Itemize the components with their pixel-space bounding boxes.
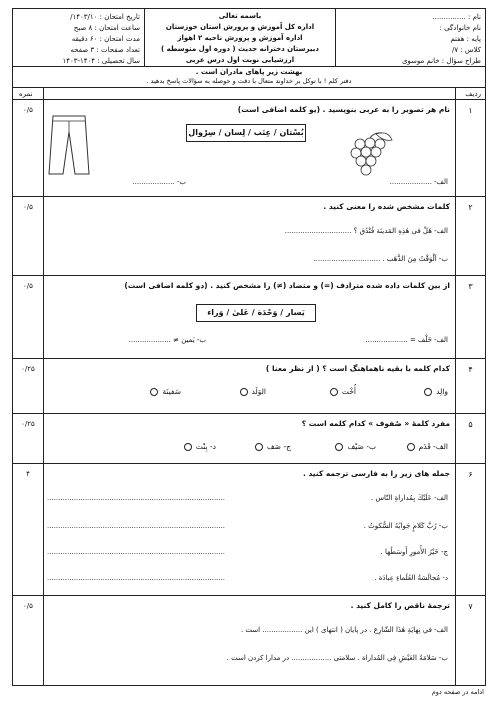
school-name: دبیرستان دخترانه حدیث ( دوره اول متوسطه ) [161,45,319,53]
class: کلاس : ۷/ [452,46,481,54]
basmala: باسمه تعالی [218,12,262,20]
exam-duration: مدت امتحان : ۶۰ دقیقه [71,35,140,43]
exam-date: تاریخ امتحان : ۱۴۰۳/۱۰/ [70,13,140,21]
student-name: نام : ............... [432,13,481,21]
question-number: ۴ [468,365,473,374]
option-3[interactable] [240,387,266,396]
answer-line[interactable]: ................................................................................ [47,494,226,502]
radio-circle-icon[interactable] [335,443,343,451]
question-2 [13,197,485,276]
sentence-a: الف- في نِهايَةِ هٰذَا الشّارِع . در پایان ( انتهای ) این .................. است . [240,626,448,634]
sentence-b: ب- اَلْوَقْتُ مِنَ الذَّهَب . .............................. [313,255,448,263]
option-2[interactable] [335,442,376,451]
exam-time: ساعت امتحان : ۸ صبح [73,24,140,32]
radio-circle-icon[interactable] [184,443,192,451]
question-score: ۰/۵ [23,203,33,211]
question-number: ۶ [468,470,473,479]
student-family-name: نام خانوادگی : [439,24,481,32]
radio-circle-icon[interactable] [330,388,338,396]
question-score: ۰/۵ [23,106,33,114]
question-title: ترجمهٔ ناقص را کامل کنید . [350,601,450,610]
answer-line[interactable]: ................................................................................ [47,574,226,582]
question-score: ۴ [26,470,30,478]
option-label: ج- صَف [266,442,291,451]
score-header: نمره [19,90,33,98]
answer-a: الف- خَلْف = ................... [365,336,448,344]
answer-line[interactable]: ................................................................................ [47,548,226,556]
sentence-d: د- مُجالَسَةُ العُلَماءِ عِبادَة . [374,574,448,582]
row-header: ردیف [465,90,481,98]
option-label: والِد [436,387,448,396]
question-score: ۰/۵ [23,602,33,610]
option-label: د- بِنْت [195,442,216,451]
trousers-icon [47,114,91,176]
school-year: سال تحصیلی : ۱۴۰۴-۱۴۰۳ [62,57,140,65]
option-label: أُخْت [341,387,356,396]
question-5 [13,414,485,464]
question-title: نام هر تصویر را به عربی بنویسید . (یو کلمه اضافی است) [237,105,450,114]
radio-circle-icon[interactable] [407,443,415,451]
footer-note: ادامه در صفحه دوم [431,688,484,696]
office-name: اداره کل آموزش و پرورش استان خوزستان [165,23,315,31]
exam-header [13,9,485,67]
question-7 [13,596,485,686]
question-score: ۰/۲۵ [21,365,35,373]
question-4 [13,359,485,414]
grade: پایه : هفتم [450,35,481,43]
sentence-a: الف- هَلْ فی هٰذِهِ المَدينَة فُنْدُق ؟ .............................. [284,227,448,235]
exam-banner [13,67,485,88]
banner-instruction: دفتر کلم ! با توکل بر خداوند متعال با دقت و حوصله به سؤالات پاسخ بدهید . [146,77,352,85]
radio-circle-icon[interactable] [424,388,432,396]
answer-b: ب- ................... [132,178,186,186]
question-score: ۰/۵ [23,282,33,290]
option-1[interactable] [407,442,448,451]
sentence-c: ج- خَيْرُ الأُمورِ أَوسَطُها . [380,548,448,556]
option-label: ب- صَيْف [347,442,376,451]
option-3[interactable] [255,442,291,451]
question-title: مفرد کلمهٔ « صُفوف » کدام کلمه است ؟ [301,419,450,428]
school-info [145,9,335,67]
answer-a: الف- ................... [389,178,448,186]
radio-circle-icon[interactable] [255,443,263,451]
question-number: ۵ [468,420,473,429]
option-2[interactable] [330,387,356,396]
option-label: الوَلَد [251,387,266,396]
question-title: جمله های زیر را به فارسی ترجمه کنید . [302,469,450,478]
question-score: ۰/۲۵ [21,420,35,428]
question-number: ۷ [468,602,473,611]
option-label: الف- قَدَم [418,442,448,451]
radio-circle-icon[interactable] [240,388,248,396]
question-title: کدام کلمه با بقیه ناهماهنگ است ؟ ( از نظر معنا ) [265,364,450,373]
radio-circle-icon[interactable] [150,388,158,396]
district-name: اداره آموزش و پرورش ناحیه ۲ اهواز [177,34,303,42]
answer-b: ب- يَمين ≠ ................... [128,336,206,344]
question-title: از بین کلمات داده شده مترادف (=) و متضاد (≠) را مشخص کنید . (دو کلمه اضافی است) [124,281,450,290]
question-title: کلمات مشخص شده را معنی کنید . [323,202,450,211]
question-number: ۲ [468,203,473,212]
designer: طراح سؤال : خانم موسوی [401,57,481,65]
word-box: يَسار / وَحْدَة / عَلىٰ / وَراء [196,304,316,322]
grapes-icon [344,130,396,178]
sentence-b: ب- سَلامَةُ العَيْشِ فِي المُداراة . سلامتی .................. در مدارا کردن است . [226,654,448,662]
option-4[interactable] [184,442,216,451]
option-label: سَفينَة [162,387,181,396]
exam-title: ارزشیابی نوبت اول درس عربی [185,56,295,64]
option-1[interactable] [424,387,448,396]
question-1 [13,100,485,197]
word-box: بُسْتان / عِنَب / لِسان / سِرْوال [186,124,306,142]
exam-details [13,9,145,67]
question-3 [13,276,485,359]
sentence-a: الف- عَلَيْكَ بِمُداراةِ النّاس . [371,494,448,502]
question-number: ۱ [468,106,473,115]
option-4[interactable] [150,387,181,396]
question-6 [13,464,485,596]
page-count: تعداد صفحات : ۳ صفحه [70,46,140,54]
banner-quote: بهشت زیر پاهای مادران است . [195,68,303,76]
sentence-b: ب- رُبَّ كَلامٍ جَوابُهُ السُّكوتُ . [363,522,448,530]
column-headers [13,88,485,100]
exam-sheet [12,8,486,686]
answer-line[interactable]: ................................................................................ [47,522,226,530]
question-number: ۳ [468,282,473,291]
student-info [335,9,485,67]
